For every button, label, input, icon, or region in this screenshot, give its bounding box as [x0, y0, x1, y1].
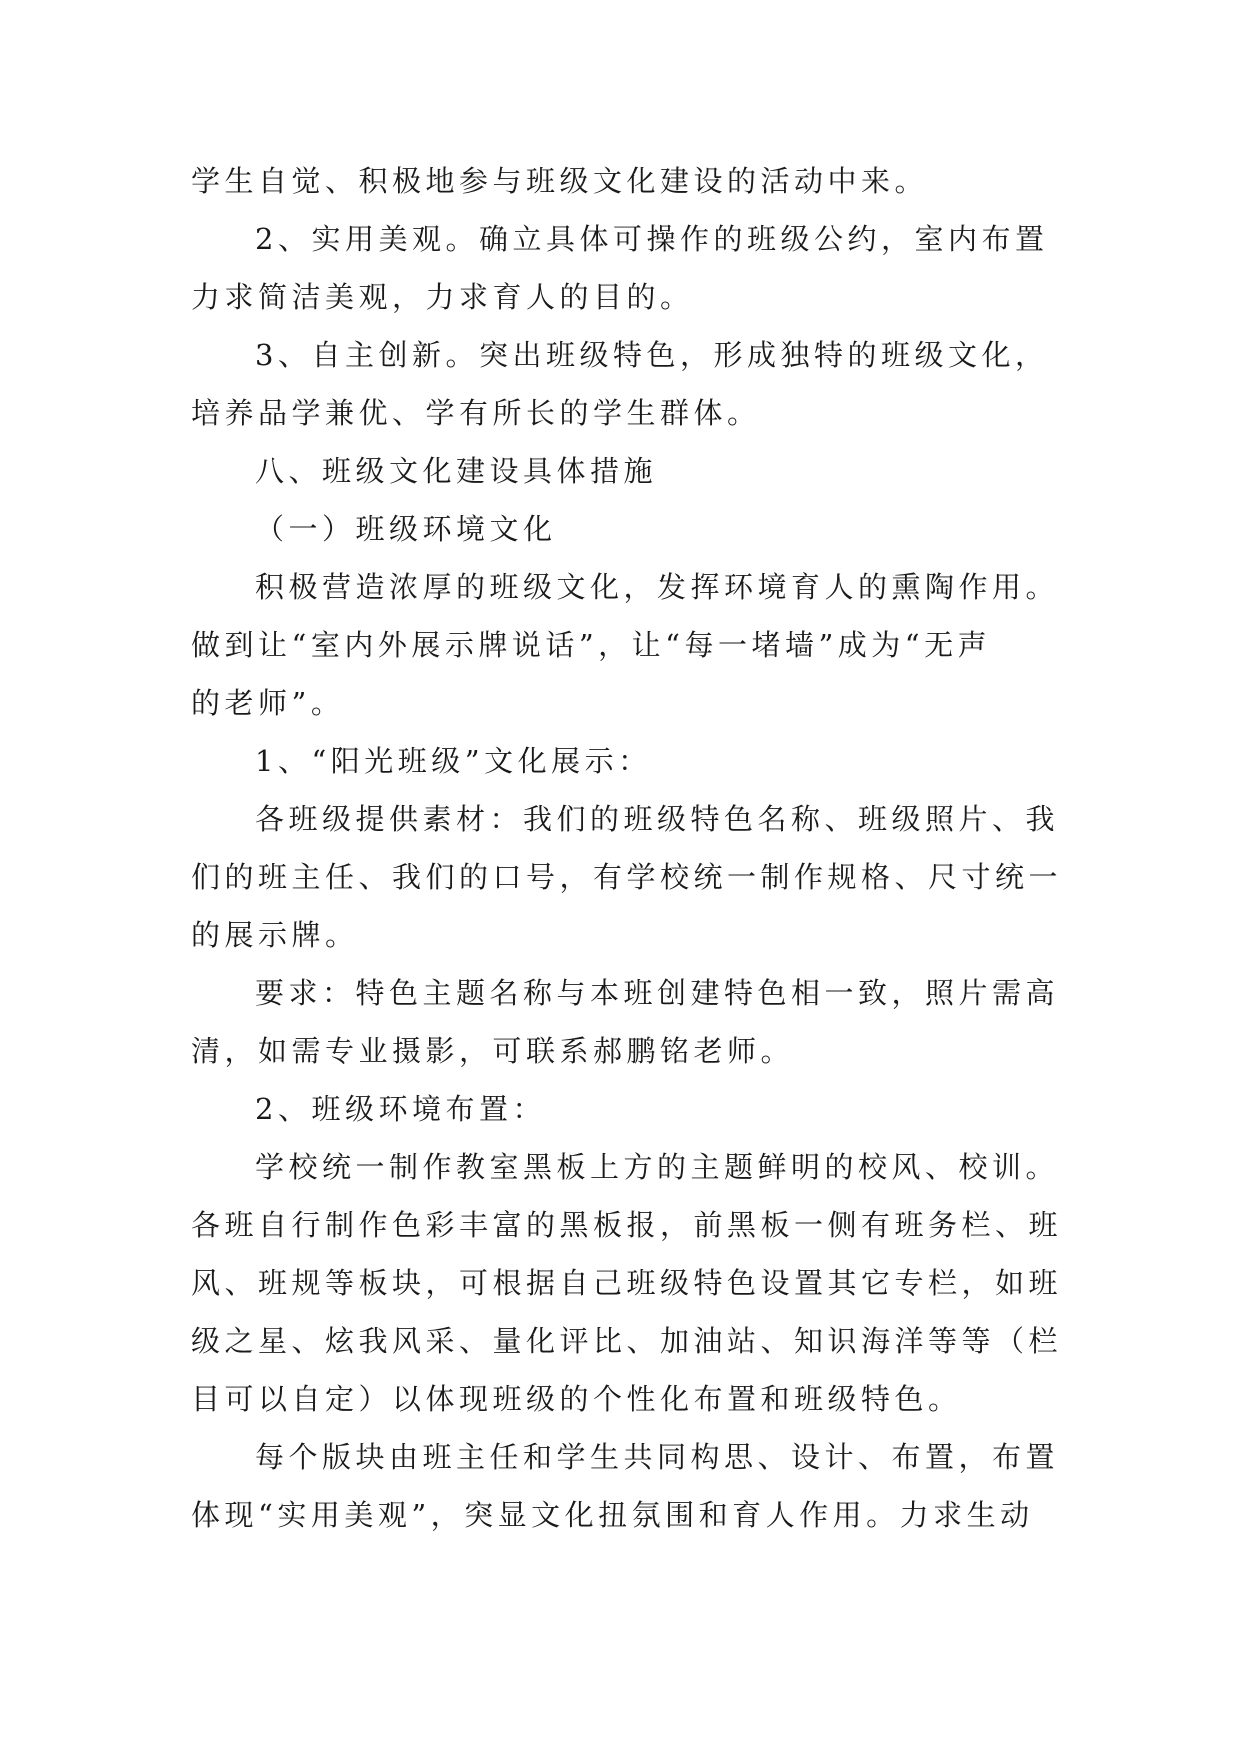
text-line: 体现“实用美观”，突显文化扭氛围和育人作用。力求生动 [191, 1498, 1034, 1532]
document-body [191, 152, 1063, 1544]
text-line: 清，如需专业摄影，可联系郝鹏铭老师。 [191, 1034, 795, 1068]
text-line: 要求：特色主题名称与本班创建特色相一致，照片需高 [255, 976, 1060, 1010]
text-line: 做到让“室内外展示牌说话”，让“每一堵墙”成为“无声 [191, 628, 992, 662]
text-line: 们的班主任、我们的口号，有学校统一制作规格、尺寸统一 [191, 860, 1063, 894]
text-line: 学生自觉、积极地参与班级文化建设的活动中来。 [191, 164, 929, 198]
section-heading: 八、班级文化建设具体措施 [255, 454, 658, 488]
text-line: 3、自主创新。突出班级特色，形成独特的班级文化， [255, 338, 1049, 372]
text-line: 2、实用美观。确立具体可操作的班级公约，室内布置 [255, 222, 1049, 256]
text-line: 的展示牌。 [191, 918, 359, 952]
text-line: 积极营造浓厚的班级文化，发挥环境育人的熏陶作用。 [255, 570, 1060, 604]
text-line: 的老师”。 [191, 686, 345, 720]
text-line: 目可以自定）以体现班级的个性化布置和班级特色。 [191, 1382, 962, 1416]
text-line: 每个版块由班主任和学生共同构思、设计、布置，布置 [255, 1440, 1060, 1474]
text-line: 各班级提供素材：我们的班级特色名称、班级照片、我 [255, 802, 1060, 836]
text-line: 风、班规等板块，可根据自己班级特色设置其它专栏，如班 [191, 1266, 1063, 1300]
text-line: 级之星、炫我风采、量化评比、加油站、知识海洋等等（栏 [191, 1324, 1063, 1358]
item-heading: 2、班级环境布置： [255, 1092, 546, 1126]
text-line: 学校统一制作教室黑板上方的主题鲜明的校风、校训。 [255, 1150, 1060, 1184]
text-line: 力求简洁美观，力求育人的目的。 [191, 280, 694, 314]
item-heading: 1、“阳光班级”文化展示： [255, 744, 652, 778]
subsection-heading: （一）班级环境文化 [255, 512, 557, 546]
text-line: 培养品学兼优、学有所长的学生群体。 [191, 396, 761, 430]
text-line: 各班自行制作色彩丰富的黑板报，前黑板一侧有班务栏、班 [191, 1208, 1063, 1242]
